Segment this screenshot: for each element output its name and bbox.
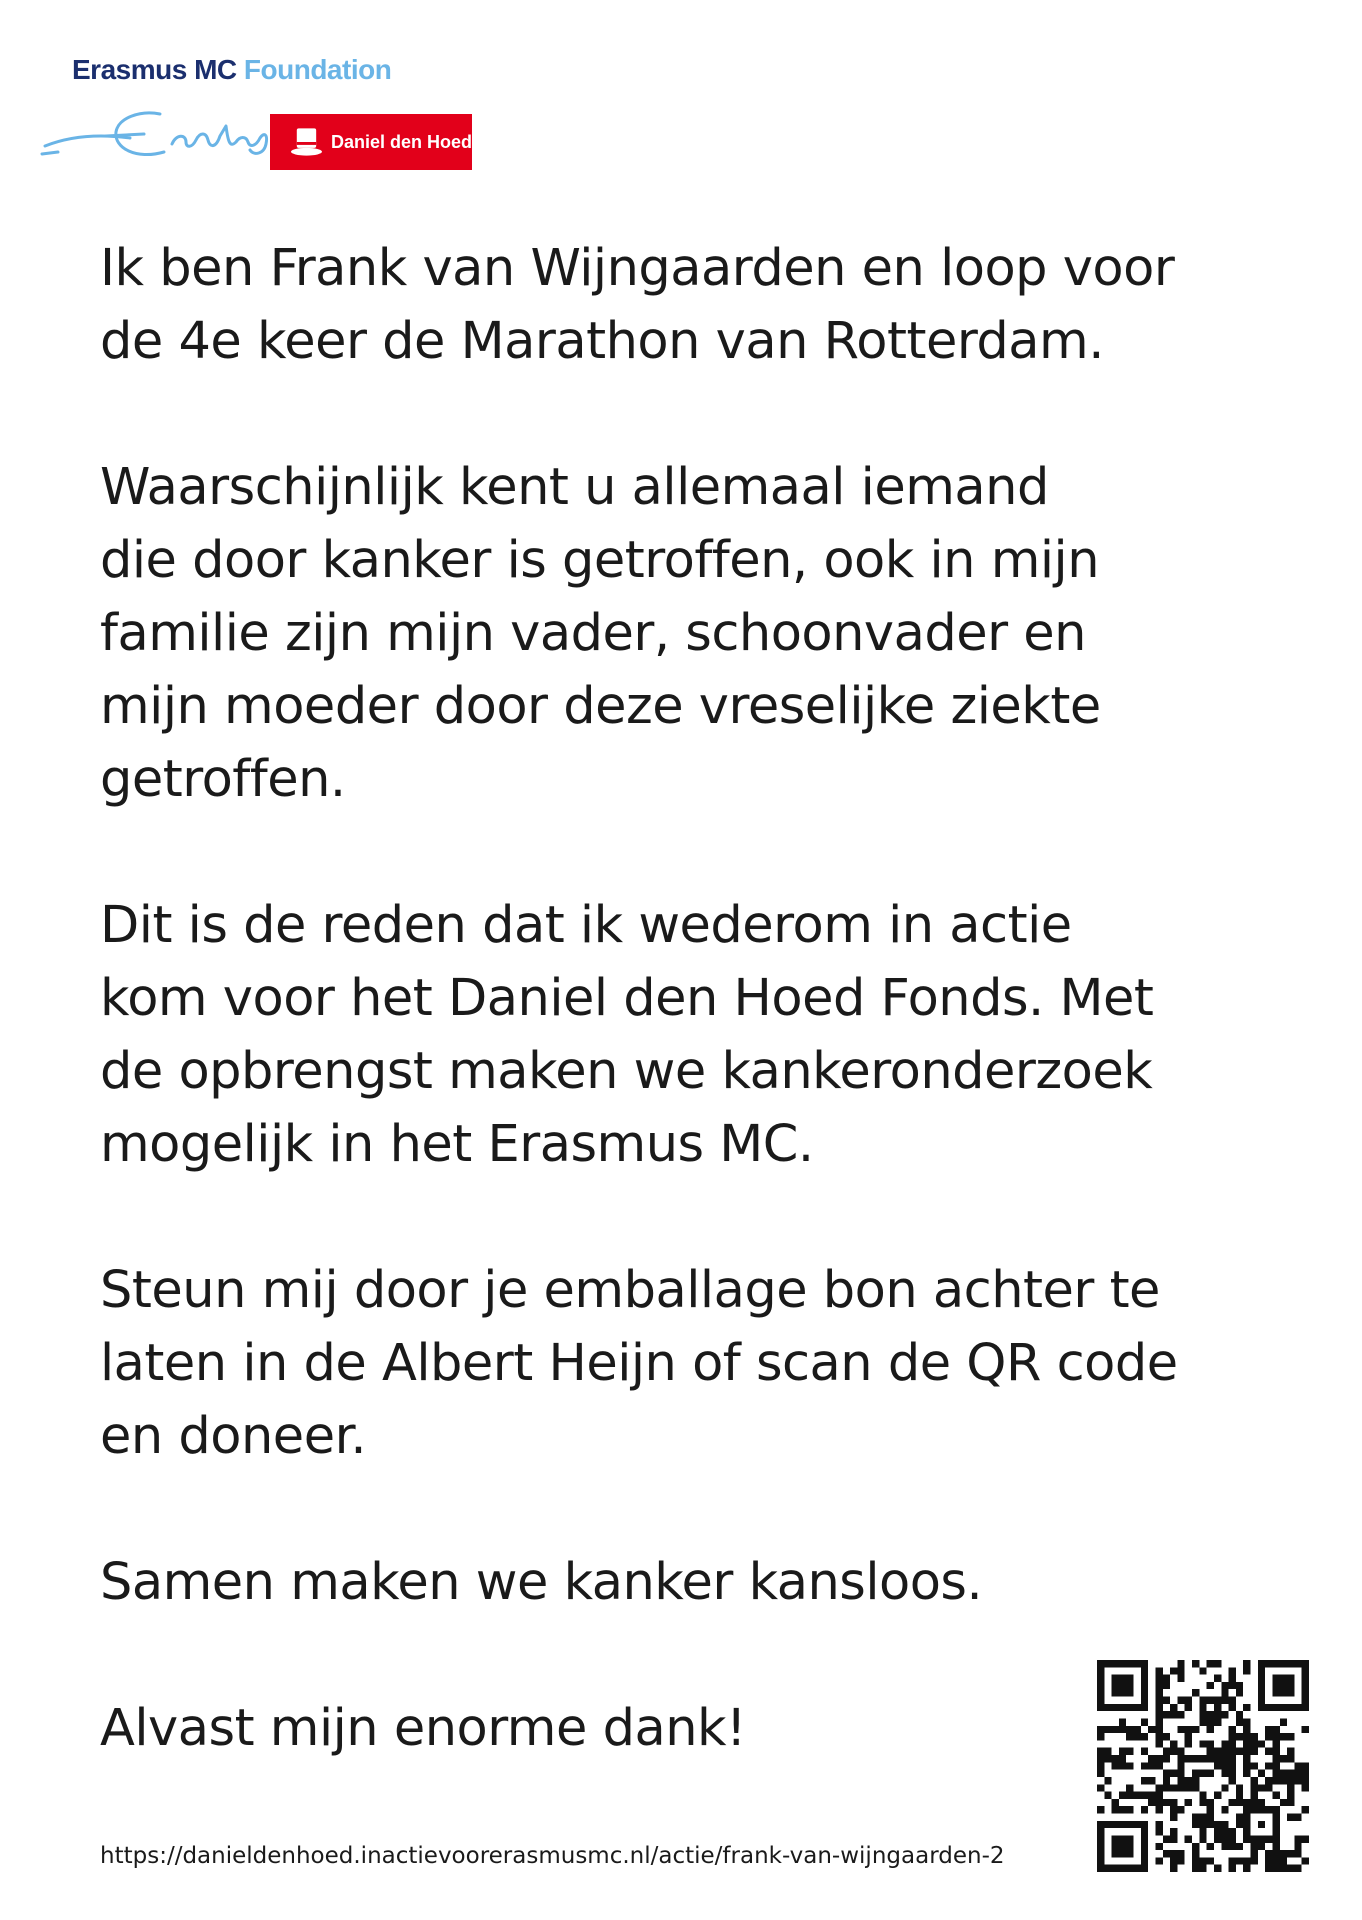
letter-body bbox=[100, 232, 1300, 1765]
erasmus-mc-foundation-logo bbox=[40, 48, 480, 178]
logo-wordmark bbox=[72, 54, 391, 86]
logo-foundation-text: Foundation bbox=[243, 54, 392, 85]
donation-url[interactable]: https://danieldenhoed.inactievoorerasmusmc.nl/actie/frank-van-wijngaarden-2 bbox=[100, 1843, 1005, 1869]
qr-code-icon[interactable] bbox=[1097, 1660, 1309, 1872]
paragraph-support: Steun mij door je emballage bon achter te laten in de Albert Heijn of scan de QR code en doneer. bbox=[100, 1261, 1178, 1466]
paragraph-slogan: Samen maken we kanker kansloos. bbox=[100, 1553, 983, 1612]
paragraph-family: Waarschijnlijk kent u allemaal iemand die door kanker is getroffen, ook in mijn familie zijn mijn vader, schoonvader en mijn moeder door deze vreselijke ziekte getroffen. bbox=[100, 458, 1101, 809]
paragraph-intro: Ik ben Frank van Wijngaarden en loop voor de 4e keer de Marathon van Rotterdam. bbox=[100, 239, 1175, 371]
top-hat-icon bbox=[290, 126, 323, 158]
paragraph-reason: Dit is de reden dat ik wederom in actie kom voor het Daniel den Hoed Fonds. Met de opbrengst maken we kankeronderzoek mogelijk in het Erasmus MC. bbox=[100, 896, 1154, 1174]
daniel-den-hoed-badge bbox=[270, 114, 472, 170]
paragraph-thanks: Alvast mijn enorme dank! bbox=[100, 1699, 746, 1758]
erasmus-signature-icon bbox=[40, 86, 280, 166]
logo-erasmus-text: Erasmus MC bbox=[72, 54, 237, 85]
daniel-den-hoed-label: Daniel den Hoed bbox=[330, 131, 472, 152]
